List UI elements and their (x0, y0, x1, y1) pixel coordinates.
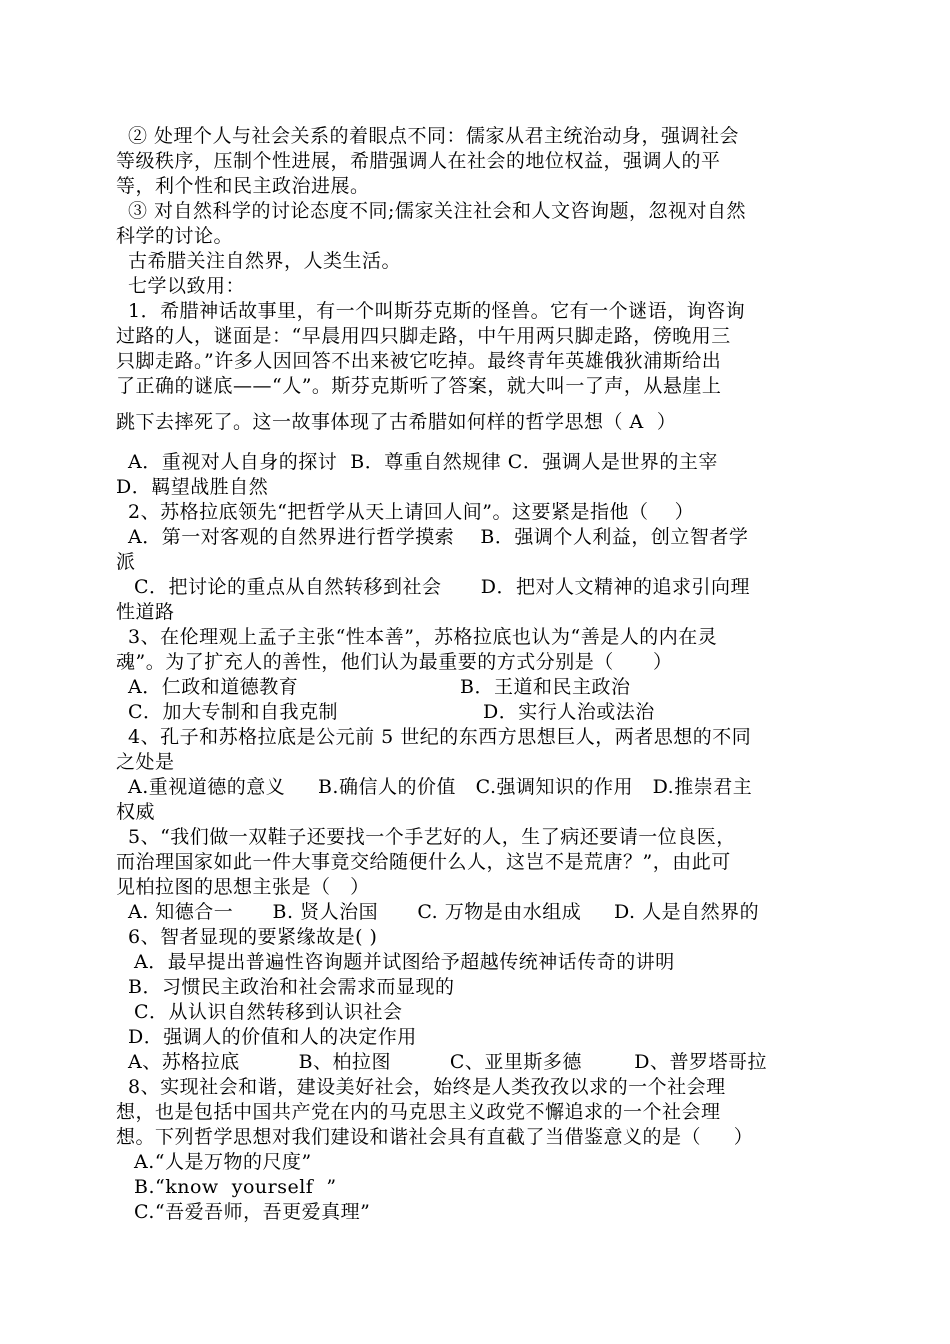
question-6-option-b: B．习惯民主政治和社会需求而显现的 (128, 976, 455, 998)
question-5-options: A. 知德合一 B. 贤人治国 C. 万物是由水组成 D. 人是自然界的 (128, 901, 760, 923)
question-1-option-d: D．羁望战胜自然 (116, 476, 269, 498)
question-2-stem: 2、苏格拉底领先“把哲学从天上请回人间”。这要紧是指他（ ） (128, 501, 695, 523)
question-3-option-c: C．加大专制和自我克制 (128, 701, 339, 723)
question-1-stem: 只脚走路。”许多人因回答不出来被它吃掉。最终青年英雄俄狄浦斯给出 (116, 350, 722, 372)
question-1-options: A．重视对人自身的探讨 B．尊重自然规律 C．强调人是世界的主宰 (128, 451, 718, 473)
question-1-stem: 1．希腊神话故事里，有一个叫斯芬克斯的怪兽。它有一个谜语，询咨询 (128, 300, 746, 322)
question-6-option-d: D．强调人的价值和人的决定作用 (128, 1026, 417, 1048)
question-5-stem: 见柏拉图的思想主张是（ ） (116, 876, 370, 898)
question-8-stem: 想，也是包括中国共产党在内的马克思主义政党不懈追求的一个社会理 (116, 1101, 721, 1123)
question-2-options: C．把讨论的重点从自然转移到社会 D．把对人文精神的追求引向理 (134, 576, 751, 598)
question-8-stem: 8、实现社会和谐，建设美好社会，始终是人类孜孜以求的一个社会理 (128, 1076, 726, 1098)
question-4-options: 权威 (116, 801, 156, 823)
text-line: ③ 对自然科学的讨论态度不同;儒家关注社会和人文咨询题，忽视对自然 (128, 200, 746, 222)
question-2-options: 性道路 (116, 601, 175, 623)
question-3-option-b: B．王道和民主政治 (460, 676, 631, 698)
question-1-stem: 跳下去摔死了。这一故事体现了古希腊如何样的哲学思想（ A ） (116, 411, 677, 433)
question-5-stem: 而治理国家如此一件大事竟交给随便什么人，这岂不是荒唐？”，由此可 (116, 851, 731, 873)
question-6-option-a: A．最早提出普遍性咨询题并试图给予超越传统神话传奇的讲明 (134, 951, 675, 973)
question-8-option-a: A.“人是万物的尺度” (134, 1151, 312, 1173)
question-1-stem: 了正确的谜底——“人”。斯芬克斯听了答案，就大叫一了声，从悬崖上 (116, 375, 722, 397)
text-line: 古希腊关注自然界，人类生活。 (128, 250, 402, 272)
question-4-stem: 4、孔子和苏格拉底是公元前 5 世纪的东西方思想巨人，两者思想的不同 (128, 726, 752, 748)
question-5-stem: 5、“我们做一双鞋子还要找一个手艺好的人，生了病还要请一位良医， (128, 826, 736, 848)
question-6-option-c: C．从认识自然转移到认识社会 (134, 1001, 403, 1023)
question-6-stem: 6、智者显现的要紧缘故是( ) (128, 926, 378, 948)
question-8-option-c: C.“吾爱吾师，吾更爱真理” (134, 1201, 371, 1223)
question-2-options: 派 (116, 551, 136, 573)
question-7-options: A、苏格拉底 B、柏拉图 C、亚里斯多德 D、普罗塔哥拉 (128, 1051, 767, 1073)
question-3-option-a: A．仁政和道德教育 (128, 676, 299, 698)
section-heading: 七学以致用： (128, 275, 246, 297)
text-line: ② 处理个人与社会关系的着眼点不同：儒家从君主统治动身，强调社会 (128, 125, 740, 147)
question-4-stem: 之处是 (116, 751, 175, 773)
text-line: 科学的讨论。 (116, 225, 234, 247)
question-3-option-d: D．实行人治或法治 (483, 701, 655, 723)
question-8-stem: 想。下列哲学思想对我们建设和谐社会具有直截了当借鉴意义的是（ ） (116, 1126, 754, 1148)
question-1-stem: 过路的人，谜面是：“早晨用四只脚走路，中午用两只脚走路，傍晚用三 (116, 325, 731, 347)
question-8-option-b: B.“know yourself ” (134, 1176, 337, 1198)
question-3-stem: 魂”。为了扩充人的善性，他们认为最重要的方式分别是（ ） (116, 651, 673, 673)
question-3-stem: 3、在伦理观上孟子主张“性本善”，苏格拉底也认为“善是人的内在灵 (128, 626, 718, 648)
text-line: 等，利个性和民主政治进展。 (116, 175, 370, 197)
question-4-options: A.重视道德的意义 B.确信人的价值 C.强调知识的作用 D.推崇君主 (128, 776, 753, 798)
text-line: 等级秩序，压制个性进展，希腊强调人在社会的地位权益，强调人的平 (116, 150, 721, 172)
question-2-options: A．第一对客观的自然界进行哲学摸索 B．强调个人利益，创立智者学 (128, 526, 749, 548)
